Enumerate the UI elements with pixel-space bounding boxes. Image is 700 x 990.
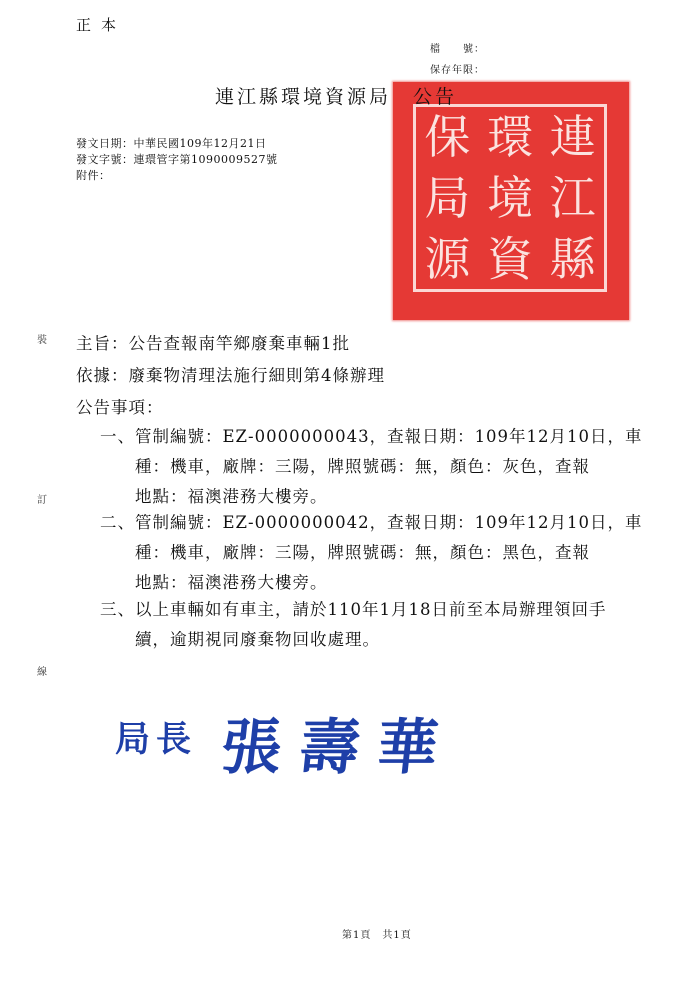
item-line: 地點：福澳港務大樓旁。 <box>135 573 328 592</box>
items-heading: 公告事項： <box>76 398 164 417</box>
item-line: 地點：福澳港務大樓旁。 <box>135 487 328 506</box>
subject-line: 主旨：公告查報南竿鄉廢棄車輛1批 <box>76 334 350 353</box>
page-title <box>215 82 457 109</box>
seal-char: 境 <box>486 170 533 225</box>
item-line: 二、管制編號：EZ-0000000042，查報日期：109年12月10日，車 <box>100 513 643 532</box>
seal-char: 江 <box>549 170 596 225</box>
signature-title: 局長 <box>115 719 198 760</box>
seal-char: 縣 <box>549 231 596 286</box>
issue-date: 發文日期：中華民國109年12月21日 <box>76 137 267 150</box>
retention-period-label: 保存年限： <box>430 65 485 76</box>
issue-number: 發文字號：連環管字第1090009527號 <box>76 153 278 166</box>
binding-mark-xian: 線 <box>37 667 47 678</box>
official-seal <box>393 82 629 320</box>
item-line: 續，逾期視同廢棄物回收處理。 <box>135 630 380 649</box>
copy-type-label: 正本 <box>76 16 127 34</box>
seal-char: 源 <box>424 231 471 286</box>
seal-border <box>413 104 607 292</box>
item-line: 種：機車，廠牌：三陽，牌照號碼：無，顏色：灰色，查報 <box>135 457 590 476</box>
agency-name: 連江縣環境資源局 <box>215 86 392 108</box>
seal-char: 資 <box>486 231 533 286</box>
item-line: 種：機車，廠牌：三陽，牌照號碼：無，顏色：黑色，查報 <box>135 543 590 562</box>
seal-char: 保 <box>424 110 471 165</box>
page-number: 第1頁 共1頁 <box>342 930 412 941</box>
seal-characters <box>416 107 604 289</box>
binding-mark-zhuang: 裝 <box>37 335 47 346</box>
attachment-label: 附件： <box>76 169 111 182</box>
document-type: 公告 <box>413 86 458 108</box>
seal-char: 連 <box>549 110 596 165</box>
seal-char: 環 <box>486 110 533 165</box>
archive-number-label: 檔 號： <box>430 44 485 55</box>
seal-char: 局 <box>424 170 471 225</box>
item-line: 三、以上車輛如有車主，請於110年1月18日前至本局辦理領回手 <box>100 600 607 619</box>
basis-line: 依據：廢棄物清理法施行細則第4條辦理 <box>76 366 385 385</box>
signature-name: 張壽華 <box>217 713 460 783</box>
item-line: 一、管制編號：EZ-0000000043，查報日期：109年12月10日，車 <box>100 427 643 446</box>
binding-mark-ding: 訂 <box>37 495 47 506</box>
